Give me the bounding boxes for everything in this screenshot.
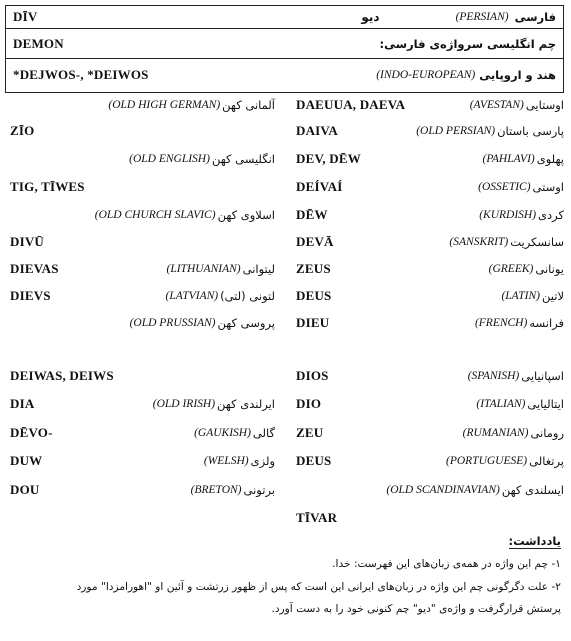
latin-word: ZEU (296, 425, 324, 440)
word-entry (10, 233, 275, 251)
language-tag (130, 316, 275, 330)
language-persian-name: آلمانی کهن (222, 98, 275, 112)
latin-word: DEMON (13, 35, 64, 51)
language-persian-name: ایسلندی کهن (501, 483, 564, 497)
language-persian-name: پروسی کهن (217, 316, 275, 330)
language-persian-name: فرانسه (529, 316, 564, 330)
language-tag (416, 124, 564, 138)
header-row-indo-european (6, 58, 563, 91)
language-name: (INDO-EUROPEAN) (376, 69, 476, 81)
language-name: (OLD ENGLISH) (129, 153, 210, 165)
word-entry (296, 452, 564, 470)
latin-word: DEIWAS, DEIWS (10, 368, 114, 383)
latin-word: DUW (10, 453, 43, 468)
language-persian-name: اسلاوی کهن (217, 208, 275, 222)
word-entry (296, 287, 564, 305)
word-entry (10, 260, 275, 278)
latin-word: DIEVS (10, 288, 51, 303)
latin-word: DEUS (296, 453, 332, 468)
language-tag (446, 454, 564, 468)
language-name: (PERSIAN) (455, 11, 509, 23)
language-persian-name: لیتوانی (242, 262, 275, 276)
latin-word: DEV, DĒW (296, 151, 361, 166)
language-name: (OLD PRUSSIAN) (129, 317, 216, 329)
word-entry (296, 260, 564, 278)
note-line-2: ۲- علت دگرگونی چم این واژه در زبان‌های ایرانی این است که پس از ظهور زرتشت و آئین او "اهورامزدا" مورد (76, 581, 561, 593)
language-name: (LATIN) (501, 290, 541, 302)
language-name: (OSSETIC) (478, 181, 531, 193)
language-tag (108, 98, 275, 112)
latin-word: DIEVAS (10, 261, 59, 276)
persian-word: دیو (361, 10, 380, 24)
language-persian-name: لاتین (542, 289, 564, 303)
language-tag (475, 316, 564, 330)
latin-word: DAEUUA, DAEVA (296, 97, 406, 112)
word-entry (296, 314, 564, 332)
word-entry (296, 206, 564, 224)
language-tag (129, 152, 275, 166)
language-tag (95, 208, 275, 222)
word-entry (296, 481, 564, 499)
language-persian-name: ایتالیایی (527, 397, 564, 411)
language-tag (204, 454, 275, 468)
language-persian-name: گالی (252, 426, 275, 440)
latin-word: TIG, TĪWES (10, 179, 85, 194)
language-tag (386, 483, 564, 497)
word-entry (10, 395, 275, 413)
word-entry (10, 452, 275, 470)
latin-word: ZĪO (10, 123, 35, 138)
language-persian-name: پارسی باستان (497, 124, 564, 138)
language-persian-name: ایرلندی کهن (217, 397, 275, 411)
language-tag (463, 426, 564, 440)
language-name: (SANSKRIT) (449, 236, 509, 248)
language-name: (ITALIAN) (476, 398, 526, 410)
language-tag (191, 483, 275, 497)
latin-word: ZEUS (296, 261, 331, 276)
word-entry (296, 96, 564, 114)
language-persian-name: اوستی (532, 180, 564, 194)
latin-word: DĪV (13, 9, 38, 24)
word-entry (10, 287, 275, 305)
language-persian-name: لتونی (لتی) (220, 289, 275, 303)
word-entry (10, 122, 275, 140)
word-entry (296, 233, 564, 251)
latin-word: DIO (296, 396, 322, 411)
language-name: (OLD SCANDINAVIAN) (386, 484, 500, 496)
language-name: (OLD PERSIAN) (416, 125, 496, 137)
word-entry (296, 178, 564, 196)
word-entry (296, 150, 564, 168)
word-entry (10, 314, 275, 332)
latin-word: DĒW (296, 207, 328, 222)
latin-word: DIOS (296, 368, 329, 383)
language-persian-name: اسپانیایی (521, 369, 564, 383)
latin-word: DEUS (296, 288, 332, 303)
language-tag (479, 208, 564, 222)
language-persian-name: پهلوی (536, 152, 564, 166)
latin-word: TĪVAR (296, 510, 338, 525)
language-name: (BRETON) (190, 484, 242, 496)
word-entry (296, 395, 564, 413)
notes-title: یادداشت: (508, 534, 561, 548)
language-persian-name: ولزی (250, 454, 275, 468)
header-box (5, 5, 564, 93)
language-tag (476, 397, 564, 411)
language-name: (OLD IRISH) (152, 398, 216, 410)
language-persian-name: پرتغالی (529, 454, 564, 468)
language-tag (478, 180, 564, 194)
language-name: (OLD CHURCH SLAVIC) (94, 209, 216, 221)
language-tag (468, 369, 564, 383)
language-persian-name: برتونی (243, 483, 275, 497)
word-entry (10, 367, 275, 385)
language-tag (501, 289, 564, 303)
latin-word: DIEU (296, 315, 330, 330)
word-entry (10, 206, 275, 224)
latin-word: DIA (10, 396, 35, 411)
note-line-3: پرستش قرارگرفت و واژه‌ی "دیو" چم کنونی خود را به دست آورد. (271, 603, 561, 615)
language-name: (PORTUGUESE) (445, 455, 528, 467)
language-persian-name: یونانی (535, 262, 564, 276)
language-label: چم انگلیسی سرواژه‌ی فارسی: (379, 36, 556, 51)
language-name: (KURDISH) (479, 209, 537, 221)
language-tag (194, 426, 275, 440)
language-name: (OLD HIGH GERMAN) (108, 99, 221, 111)
word-entry (10, 96, 275, 114)
language-persian-name: سانسکریت (510, 235, 564, 249)
word-entry (296, 424, 564, 442)
language-name: (LATVIAN) (165, 290, 219, 302)
latin-word: DIVŪ (10, 234, 45, 249)
latin-word: DAIVA (296, 123, 338, 138)
header-row-english (6, 28, 563, 58)
language-tag (449, 235, 564, 249)
latin-word: DĒVO- (10, 425, 53, 440)
language-tag (153, 397, 275, 411)
header-row-persian (6, 6, 563, 28)
language-tag (167, 262, 276, 276)
word-entry (296, 509, 564, 527)
word-entry (10, 150, 275, 168)
language-name: (PAHLAVI) (482, 153, 535, 165)
word-entry (296, 367, 564, 385)
word-entry (10, 178, 275, 196)
language-tag (483, 152, 565, 166)
latin-word: DOU (10, 482, 40, 497)
language-persian-name: کردی (538, 208, 564, 222)
language-tag (166, 289, 276, 303)
word-entry (296, 122, 564, 140)
word-entry (10, 424, 275, 442)
language-tag (489, 262, 564, 276)
language-name: (SPANISH) (467, 370, 520, 382)
language-persian-name: انگلیسی کهن (211, 152, 275, 166)
latin-word: DEÍVAÍ (296, 179, 343, 194)
note-line-1: ۱- چم این واژه در همه‌ی زبان‌های این فهرست: خدا. (332, 558, 561, 570)
language-name: (AVESTAN) (469, 99, 524, 111)
language-name: (WELSH) (203, 455, 249, 467)
latin-word: *DEJWOS-, *DEIWOS (13, 67, 149, 82)
latin-word: DEVĀ (296, 234, 334, 249)
language-name: (GAUKISH) (194, 427, 251, 439)
language-tag (470, 98, 564, 112)
language-name: (LITHUANIAN) (166, 263, 241, 275)
language-name: (GREEK) (488, 263, 534, 275)
language-label: فارسی (514, 10, 556, 24)
language-name: (RUMANIAN) (462, 427, 529, 439)
word-entry (10, 481, 275, 499)
language-name: (FRENCH) (474, 317, 528, 329)
language-label: هند و اروپایی (479, 68, 556, 82)
language-persian-name: اوستایی (525, 98, 564, 112)
language-persian-name: رومانی (530, 426, 564, 440)
